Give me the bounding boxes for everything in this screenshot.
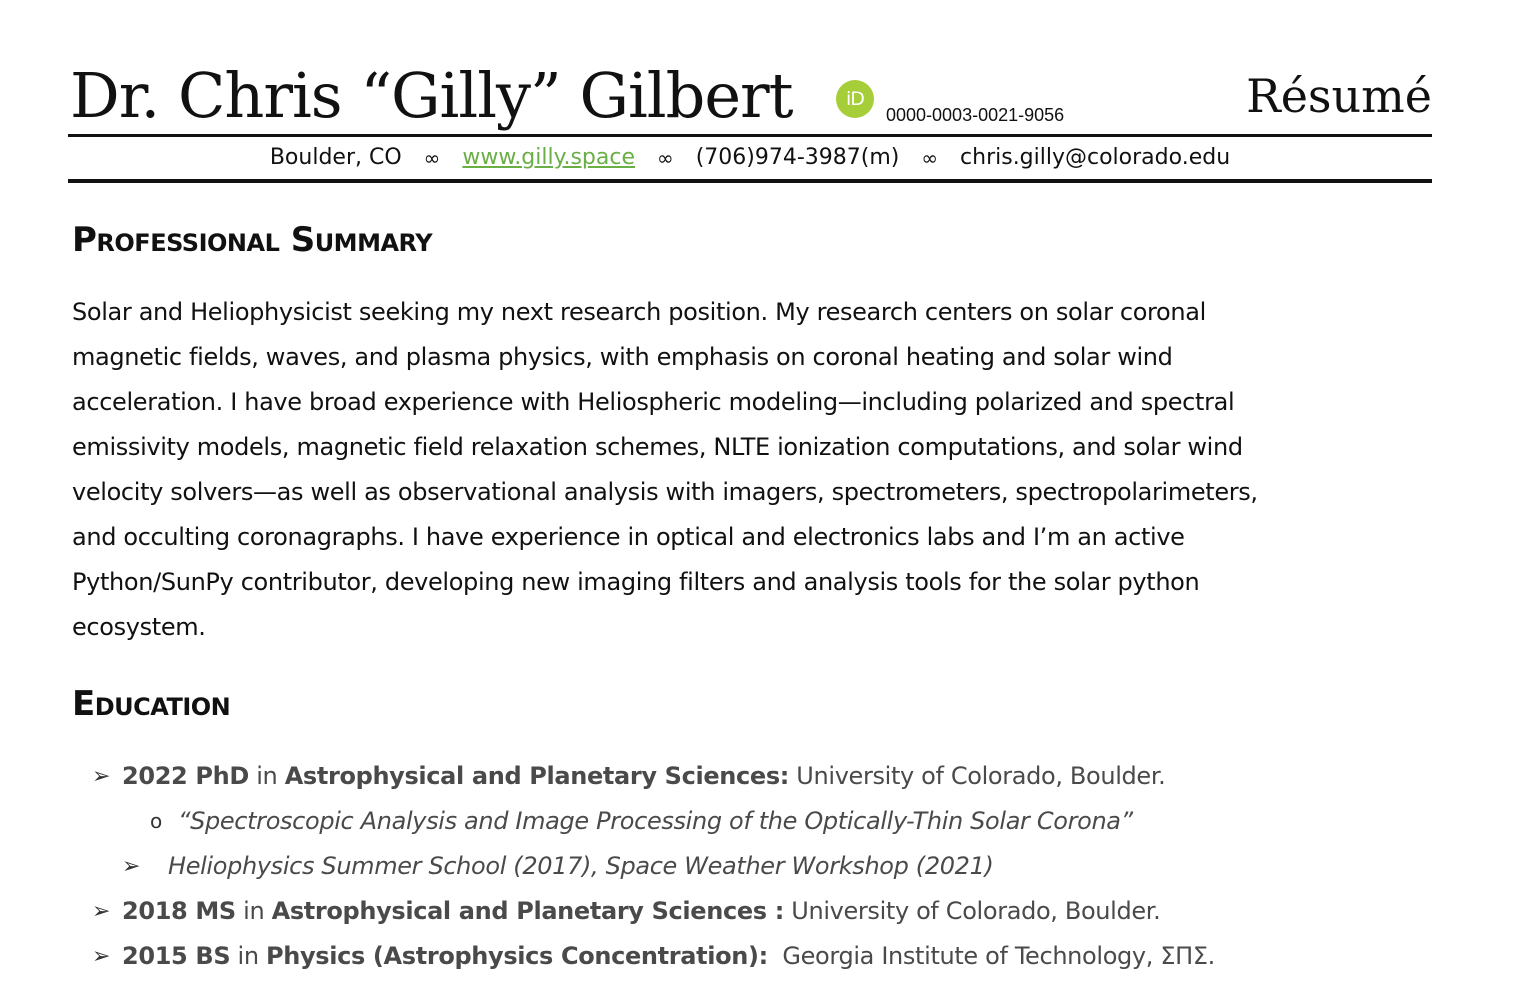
circle-bullet-icon: o	[150, 809, 162, 833]
summary-line: Solar and Heliophysicist seeking my next research position. My research centers on solar coronal	[72, 298, 1206, 326]
arrow-bullet-icon: ➢	[122, 854, 141, 879]
degree-year: 2018 MS	[122, 897, 236, 925]
degree-year: 2015 BS	[122, 942, 231, 970]
arrow-bullet-icon: ➢	[92, 764, 111, 789]
summary-paragraph	[72, 290, 1402, 650]
arrow-bullet-icon: ➢	[92, 899, 111, 924]
degree-field: Astrophysical and Planetary Sciences	[271, 897, 767, 925]
contact-phone: (706)974-3987(m)	[695, 145, 900, 170]
summary-line: and occulting coronagraphs. I have experience in optical and electronics labs and I’m an active	[72, 523, 1185, 551]
summary-line: velocity solvers—as well as observational analysis with imagers, spectrometers, spectropolarimeters,	[72, 478, 1258, 506]
header-rule-top	[68, 134, 1432, 137]
degree-school: University of Colorado, Boulder.	[789, 762, 1166, 790]
person-name: Dr. Chris “Gilly” Gilbert	[70, 59, 793, 132]
education-item-text	[122, 754, 1165, 799]
education-item-ms	[72, 889, 1432, 934]
degree-in: in	[230, 942, 267, 970]
degree-school: University of Colorado, Boulder.	[783, 897, 1161, 925]
schools-attended: Heliophysics Summer School (2017), Space Weather Workshop (2021)	[168, 852, 994, 880]
infinity-separator-icon: ∞	[423, 146, 441, 170]
contact-location: Boulder, CO	[269, 145, 402, 170]
summary-line: acceleration. I have broad experience with Heliospheric modeling—including polarized and spectral	[72, 388, 1235, 416]
degree-in: in	[235, 897, 272, 925]
infinity-separator-icon: ∞	[921, 146, 939, 170]
education-item-bs	[72, 934, 1432, 979]
education-item-phd	[72, 754, 1432, 799]
education-list	[72, 754, 1432, 979]
arrow-bullet-icon: ➢	[92, 944, 111, 969]
education-item-text	[122, 934, 1215, 979]
degree-year: 2022 PhD	[122, 762, 249, 790]
degree-colon: :	[766, 897, 784, 925]
degree-field: Physics (Astrophysics Concentration):	[266, 942, 768, 970]
education-item-thesis	[72, 799, 1432, 844]
thesis-title: “Spectroscopic Analysis and Image Processing of the Optically-Thin Solar Corona”	[178, 807, 1133, 835]
degree-field: Astrophysical and Planetary Sciences:	[284, 762, 790, 790]
website-link[interactable]: www.gilly.space	[462, 145, 636, 170]
header-rule-bottom	[68, 179, 1432, 183]
document-label: Résumé	[1246, 69, 1432, 123]
education-item-text	[122, 889, 1160, 934]
summary-line: magnetic fields, waves, and plasma physics, with emphasis on coronal heating and solar wind	[72, 343, 1173, 371]
contact-bar	[68, 141, 1432, 175]
summary-line: emissivity models, magnetic field relaxation schemes, NLTE ionization computations, and solar wind	[72, 433, 1243, 461]
orcid-icon[interactable]: iD	[836, 80, 874, 118]
summary-heading: Professional Summary	[72, 220, 433, 260]
header	[70, 58, 1432, 134]
education-heading: Education	[72, 684, 231, 724]
summary-line: Python/SunPy contributor, developing new imaging filters and analysis tools for the solar python	[72, 568, 1200, 596]
contact-email: chris.gilly@colorado.edu	[960, 145, 1231, 170]
degree-school: Georgia Institute of Technology, ΣΠΣ.	[767, 942, 1215, 970]
orcid-id: 0000-0003-0021-9056	[886, 105, 1065, 125]
infinity-separator-icon: ∞	[657, 146, 674, 170]
summary-line: ecosystem.	[72, 613, 206, 641]
degree-in: in	[248, 762, 285, 790]
education-item-schools	[72, 844, 1432, 889]
